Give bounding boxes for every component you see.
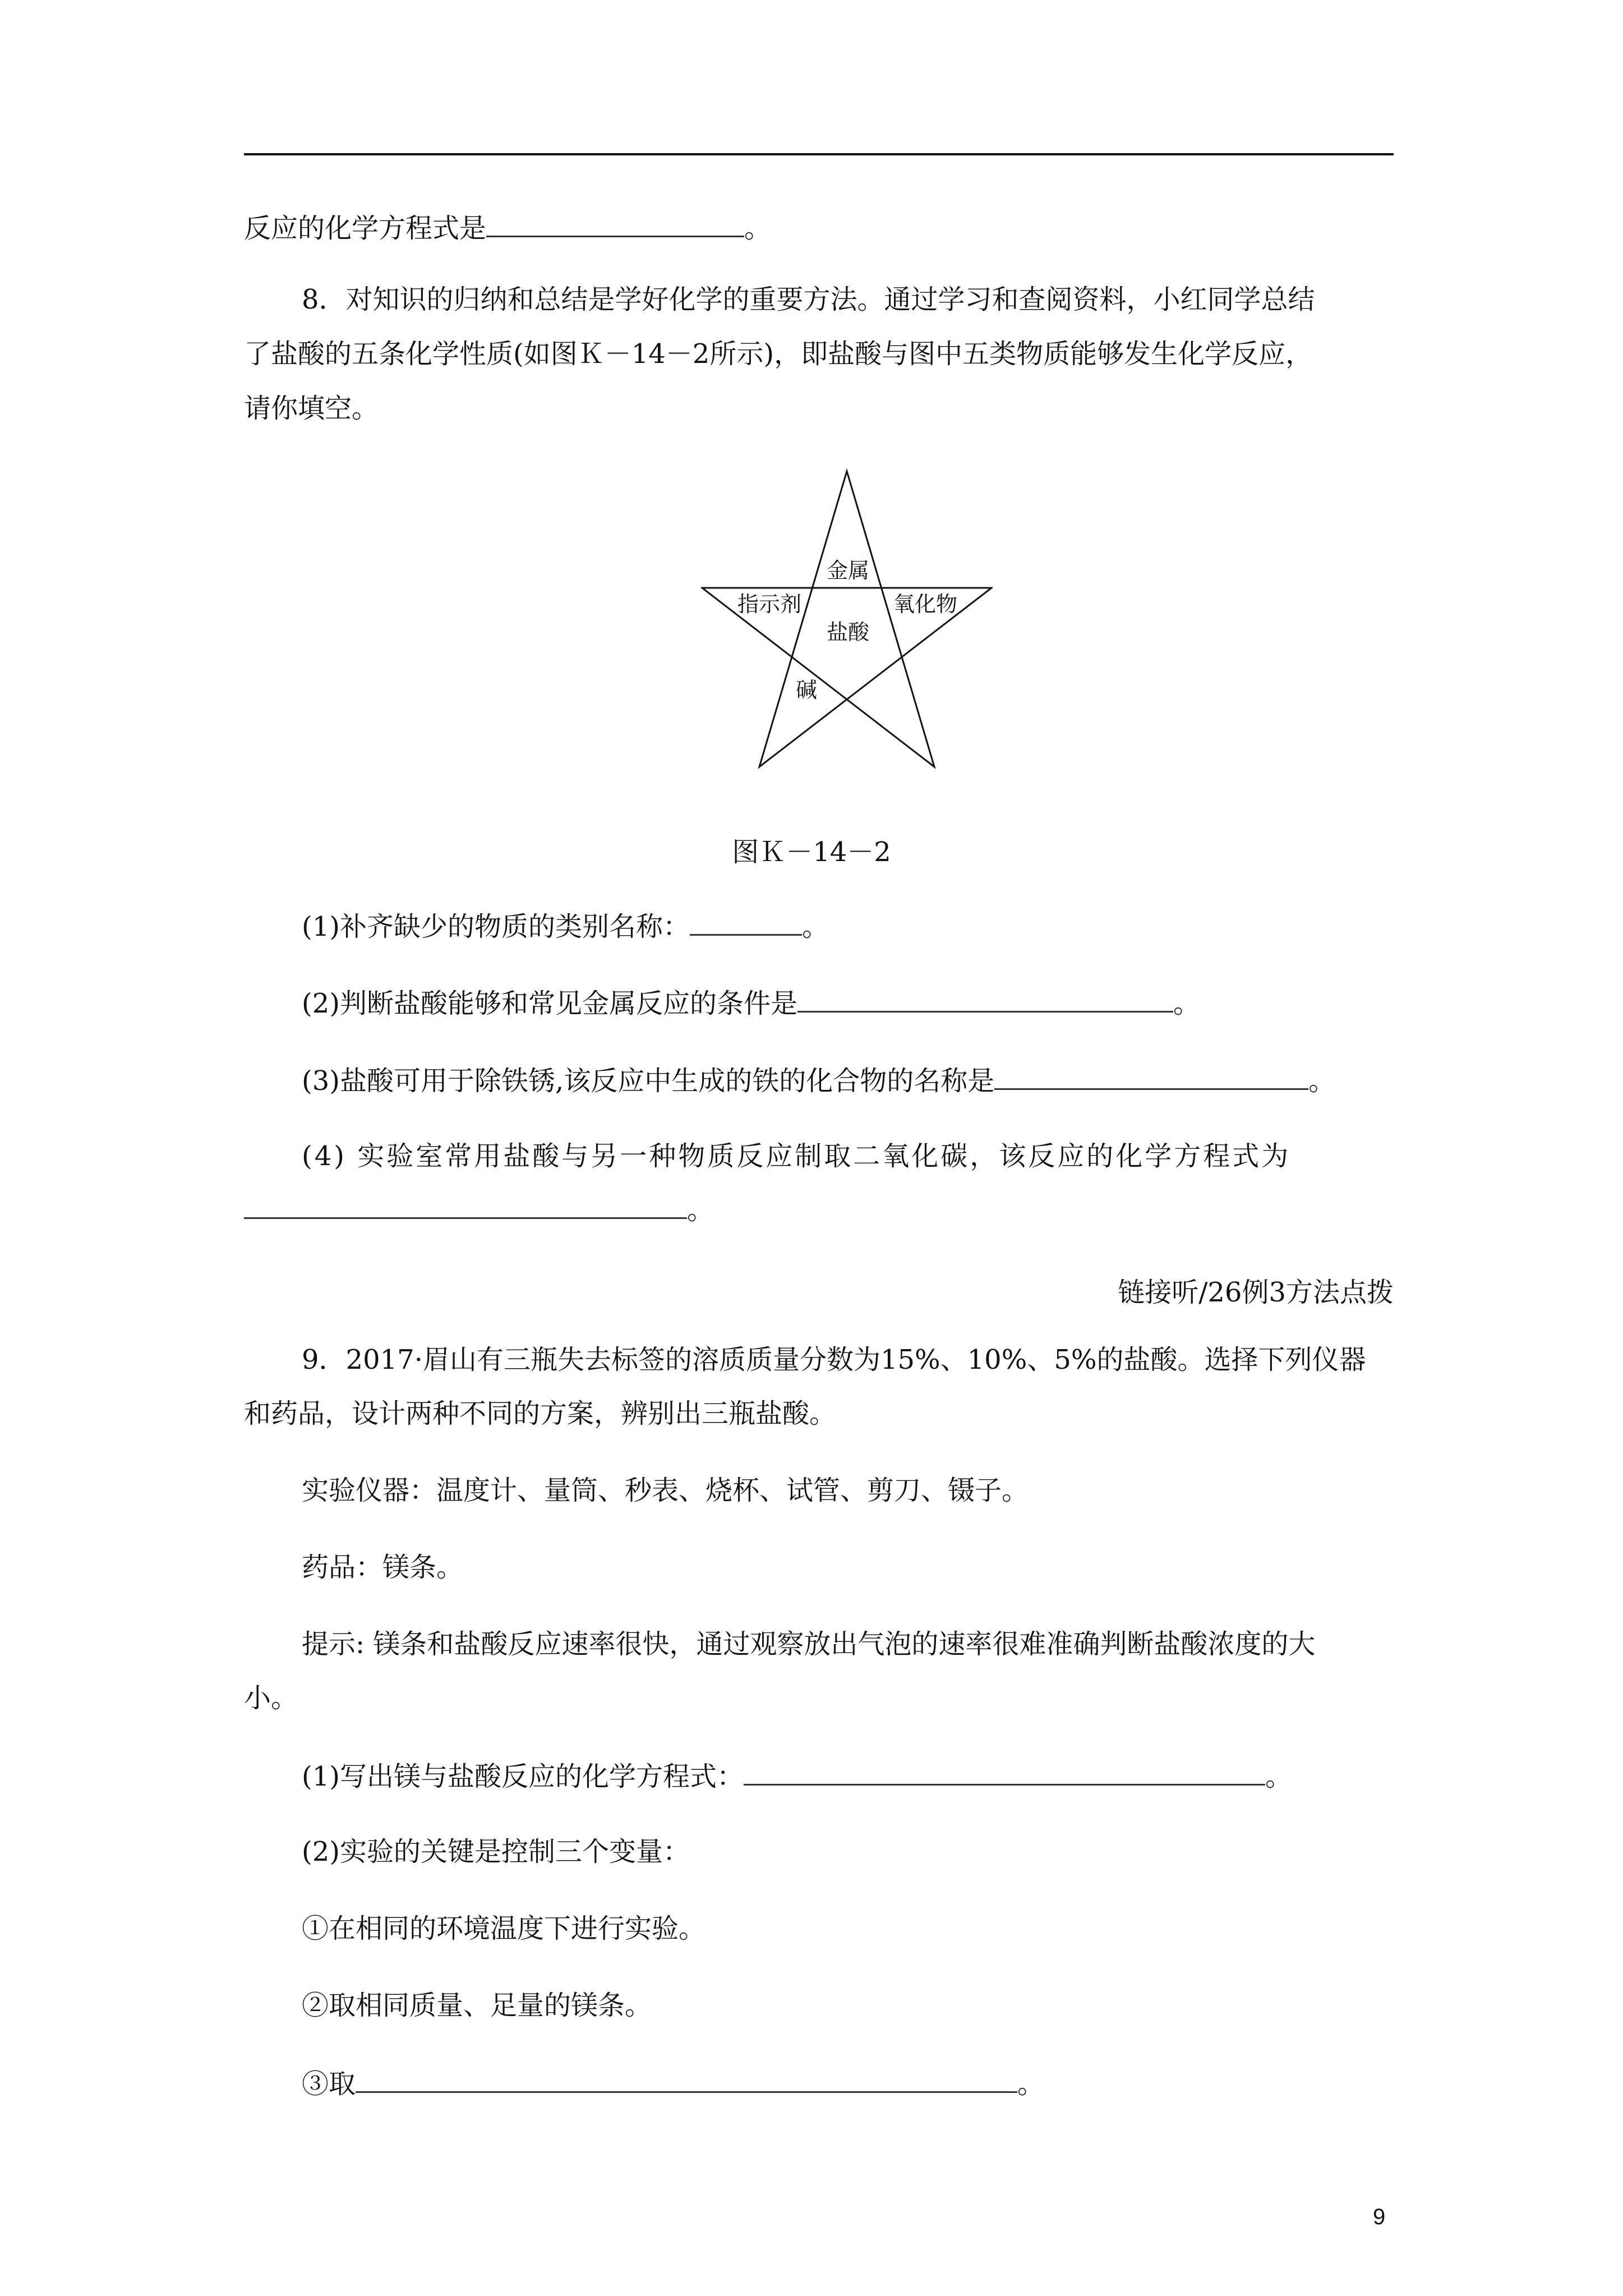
- star-diagram: [701, 468, 993, 771]
- period: 。: [687, 1194, 714, 1226]
- star-outline: [702, 471, 992, 767]
- q8-part4: (4) 实验室常用盐酸与另一种物质反应制取二氧化碳，该反应的化学方程式为: [302, 1140, 1291, 1172]
- period: 。: [744, 213, 772, 244]
- part2-blank[interactable]: [797, 988, 1173, 1013]
- q8-line1: 8．对知识的归纳和总结是学好化学的重要方法。通过学习和查阅资料，小红同学总结: [302, 284, 1315, 315]
- part4-blank[interactable]: [244, 1195, 687, 1219]
- part1-text: (1)补齐缺少的物质的类别名称：: [302, 911, 690, 942]
- q9-part1: [302, 1761, 1394, 1790]
- q9-part1-text: (1)写出镁与盐酸反应的化学方程式：: [302, 1761, 744, 1792]
- period: 。: [1017, 2068, 1045, 2100]
- link-note: 链接听/26例3方法点拨: [1118, 1277, 1394, 1308]
- condition3-text: ③取: [302, 2068, 356, 2100]
- answer-blank[interactable]: [486, 213, 744, 237]
- header-rule: [244, 153, 1394, 155]
- q8-line3: 请你填空。: [244, 393, 379, 424]
- figure-caption: 图Ｋ－14－2: [732, 836, 891, 868]
- period: 。: [1308, 1065, 1336, 1097]
- intro-line: [244, 213, 1394, 242]
- label-right: 氧化物: [893, 592, 958, 616]
- q8-part1: [302, 912, 1394, 940]
- period: 。: [1173, 988, 1201, 1019]
- period: 。: [1265, 1761, 1293, 1792]
- q9-line1: 9．2017·眉山有三瓶失去标签的溶质质量分数为15%、10%、5%的盐酸。选择下列仪器: [302, 1344, 1366, 1375]
- period: 。: [802, 911, 829, 942]
- part1-blank[interactable]: [690, 912, 802, 936]
- label-top: 金属: [826, 558, 870, 583]
- q8-part4-line2: [244, 1194, 1394, 1226]
- q9-instruments: 实验仪器：温度计、量筒、秒表、烧杯、试管、剪刀、镊子。: [302, 1475, 1029, 1506]
- star-svg: [701, 468, 993, 771]
- q9-part1-blank[interactable]: [744, 1761, 1265, 1786]
- part3-text: (3)盐酸可用于除铁锈,该反应中生成的铁的化合物的名称是: [302, 1065, 995, 1097]
- q9-condition2: ②取相同质量、足量的镁条。: [302, 1990, 652, 2021]
- q9-line2: 和药品，设计两种不同的方案，辨别出三瓶盐酸。: [244, 1398, 837, 1429]
- part2-text: (2)判断盐酸能够和常见金属反应的条件是: [302, 988, 797, 1019]
- q9-hint-line2: 小。: [244, 1682, 298, 1714]
- condition3-blank[interactable]: [356, 2069, 1017, 2093]
- q9-hint-line1: 提示: 镁条和盐酸反应速率很快，通过观察放出气泡的速率很难准确判断盐酸浓度的大: [302, 1628, 1316, 1660]
- q8-part3: [302, 1065, 1394, 1097]
- q8-line2: 了盐酸的五条化学性质(如图Ｋ－14－2所示)，即盐酸与图中五类物质能够发生化学反应，: [244, 338, 1313, 370]
- q9-reagents: 药品：镁条。: [302, 1552, 464, 1583]
- intro-text: 反应的化学方程式是: [244, 213, 487, 244]
- q8-part2: [302, 988, 1394, 1017]
- q9-condition1: ①在相同的环境温度下进行实验。: [302, 1913, 706, 1944]
- label-left: 指示剂: [737, 592, 802, 616]
- part3-blank[interactable]: [994, 1066, 1308, 1090]
- page-number: 9: [1373, 2205, 1386, 2229]
- q9-part2: (2)实验的关键是控制三个变量：: [302, 1836, 690, 1867]
- q9-condition3: [302, 2068, 1394, 2100]
- label-bottom-left: 碱: [795, 678, 818, 702]
- label-center: 盐酸: [826, 620, 870, 645]
